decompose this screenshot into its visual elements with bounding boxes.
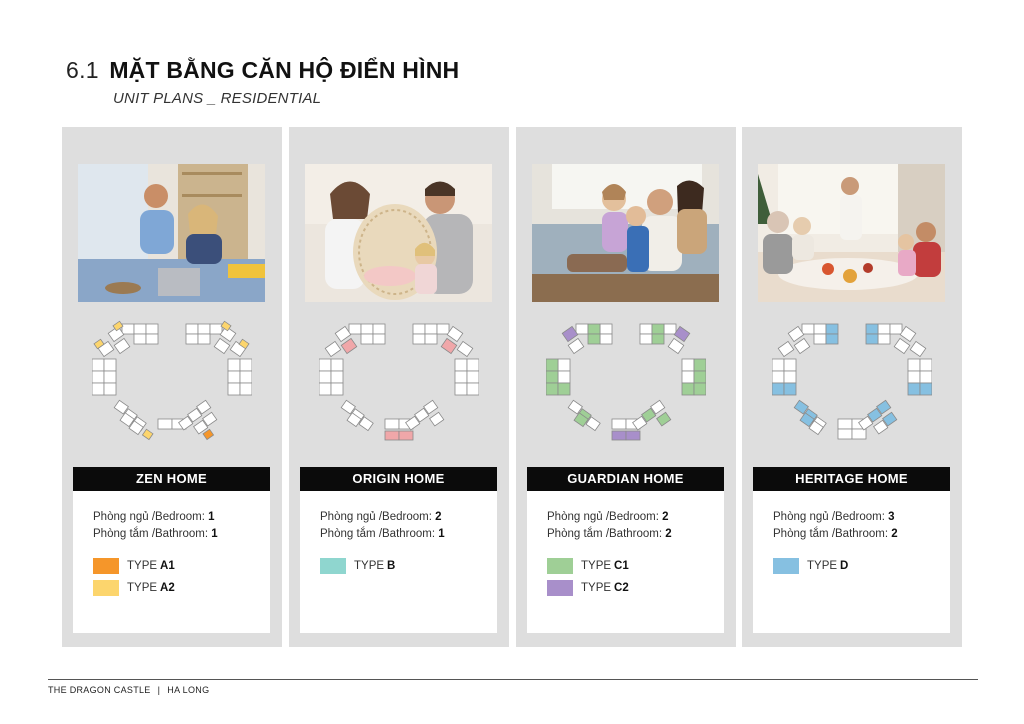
section-number: 6.1 [66,57,99,83]
type-code: A2 [160,582,175,594]
footer-separator: | [157,685,161,695]
unit-info [73,491,270,633]
bedroom-spec [320,509,497,526]
bathroom-count: 1 [211,528,218,540]
unit-name: ORIGIN HOME [300,467,497,491]
type-code: D [840,560,849,572]
bedroom-count: 2 [435,511,442,523]
type-code: C1 [614,560,629,572]
type-prefix: TYPE [127,582,158,594]
footer [48,685,209,695]
type-prefix: TYPE [354,560,385,572]
floor-plan [546,319,706,449]
bedroom-label: Phòng ngủ /Bedroom: [93,511,205,523]
family-photo [78,164,265,302]
legend-item [93,577,270,599]
type-legend [320,555,497,577]
bedroom-count: 2 [662,511,669,523]
bedroom-count: 1 [208,511,215,523]
floor-plan [772,319,932,449]
legend-item [547,555,724,577]
bathroom-count: 2 [891,528,898,540]
legend-item [547,577,724,599]
bathroom-spec [773,526,950,543]
bathroom-label: Phòng tắm /Bathroom: [547,528,663,540]
unit-card-zen-home [62,127,282,647]
bathroom-label: Phòng tắm /Bathroom: [773,528,889,540]
unit-card-origin-home [289,127,509,647]
type-legend [773,555,950,577]
bedroom-label: Phòng ngủ /Bedroom: [320,511,432,523]
unit-name: HERITAGE HOME [753,467,950,491]
page-subtitle: UNIT PLANS _ RESIDENTIAL [113,90,322,107]
bedroom-spec [547,509,724,526]
floor-plan [319,319,479,449]
legend-item [93,555,270,577]
bedroom-spec [773,509,950,526]
color-swatch [320,558,346,574]
color-swatch [93,558,119,574]
type-prefix: TYPE [581,560,612,572]
type-prefix: TYPE [127,560,158,572]
legend-item [773,555,950,577]
unit-name: GUARDIAN HOME [527,467,724,491]
page-title: MẶT BẰNG CĂN HỘ ĐIỂN HÌNH [109,57,460,83]
bedroom-label: Phòng ngủ /Bedroom: [547,511,659,523]
color-swatch [547,558,573,574]
page-heading [66,57,459,84]
bathroom-label: Phòng tắm /Bathroom: [93,528,209,540]
bedroom-label: Phòng ngủ /Bedroom: [773,511,885,523]
unit-card-guardian-home [516,127,736,647]
unit-cards [62,127,962,647]
bedroom-count: 3 [888,511,895,523]
unit-info [300,491,497,633]
bathroom-spec [93,526,270,543]
unit-name: ZEN HOME [73,467,270,491]
bedroom-spec [93,509,270,526]
type-code: A1 [160,560,175,572]
color-swatch [773,558,799,574]
type-prefix: TYPE [807,560,838,572]
unit-info [753,491,950,633]
unit-card-heritage-home [742,127,962,647]
bathroom-label: Phòng tắm /Bathroom: [320,528,436,540]
unit-info [527,491,724,633]
project-location: HA LONG [167,685,210,695]
type-legend [93,555,270,599]
footer-divider [48,679,978,680]
bathroom-count: 2 [665,528,672,540]
bathroom-spec [547,526,724,543]
family-photo [532,164,719,302]
type-legend [547,555,724,599]
bathroom-count: 1 [438,528,445,540]
color-swatch [93,580,119,596]
legend-item [320,555,497,577]
color-swatch [547,580,573,596]
family-photo [758,164,945,302]
family-photo [305,164,492,302]
floor-plan [92,319,252,449]
bathroom-spec [320,526,497,543]
type-code: B [387,560,396,572]
type-prefix: TYPE [581,582,612,594]
project-name: THE DRAGON CASTLE [48,685,151,695]
type-code: C2 [614,582,629,594]
